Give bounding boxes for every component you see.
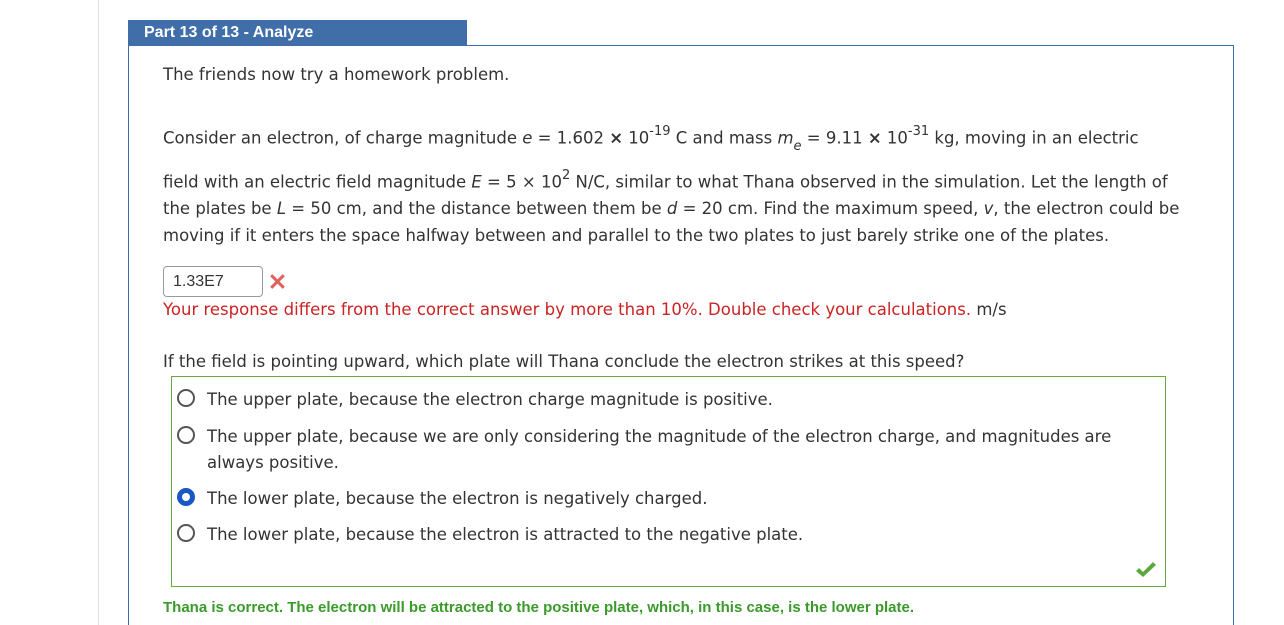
choices-box xyxy=(171,376,1166,587)
choice-label: The upper plate, because we are only considering the magnitude of the electron charge, and magnitudes are always positive. xyxy=(207,427,1112,472)
choice-label: The lower plate, because the electron is attracted to the negative plate. xyxy=(207,525,804,544)
part-header: Part 13 of 13 - Analyze xyxy=(128,20,467,45)
error-feedback: Your response differs from the correct answer by more than 10%. Double check your calculations. xyxy=(163,300,972,319)
answer-unit: m/s xyxy=(976,300,1007,319)
check-icon xyxy=(1135,561,1157,579)
problem-line-1: Consider an electron, of charge magnitude $e = 1.602 \times 10^{-19}$ C and mass $m_e = 9.11 \times 10^{-31}$ kg, moving in an electric xyxy=(163,124,1139,154)
radio-button[interactable] xyxy=(177,524,195,542)
left-divider xyxy=(98,0,99,625)
problem-statement: Consider an electron, of charge magnitude $e = 1.602 \times 10^{-19}$ C and mass $m_e = 9.11 \times 10^{-31}$ kg, moving in an electric field with an electric field magnitude $E = 5 \times 10^2$ N/C, similar to what Thana observed in the simulation. Let the length of the plates be L = 50 cm, and the distance between them be d = 20 cm. Find the maximum speed, v, the electron could be moving if it enters the space halfway between and parallel to the two plates to just barely strike one of the plates. xyxy=(163,120,1193,249)
question-2-text: If the field is pointing upward, which plate will Thana conclude the electron strikes at this speed? xyxy=(163,352,965,371)
answer-input[interactable]: 1.33E7 xyxy=(163,266,263,297)
choice-label: The lower plate, because the electron is negatively charged. xyxy=(207,489,708,508)
radio-button[interactable] xyxy=(177,389,195,407)
feedback-line xyxy=(163,300,1007,319)
radio-button[interactable] xyxy=(177,426,195,444)
x-icon xyxy=(267,271,288,292)
choice-label: The upper plate, because the electron charge magnitude is positive. xyxy=(207,390,773,409)
solution-text: Thana is correct. The electron will be attracted to the positive plate, which, in this case, is the lower plate. xyxy=(163,599,915,616)
radio-button-selected[interactable] xyxy=(177,488,195,506)
intro-text: The friends now try a homework problem. xyxy=(163,65,510,84)
